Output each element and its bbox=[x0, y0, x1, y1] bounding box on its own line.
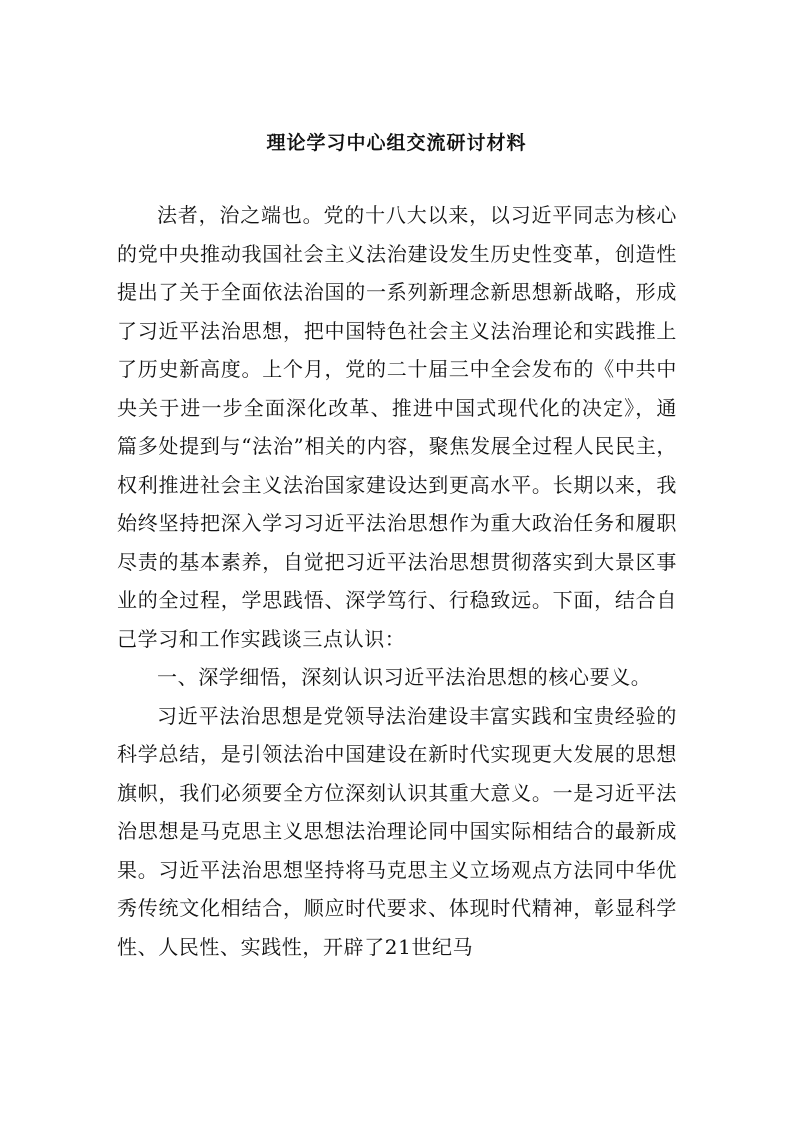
document-title: 理论学习中心组交流研讨材料 bbox=[266, 132, 527, 154]
paragraph-section-1: 习近平法治思想是党领导法治建设丰富实践和宝贵经验的科学总结，是引领法治中国建设在新时代实现更大发展的思想旗帜，我们必须要全方位深刻认识其重大意义。一是习近平法治思想是马克思主义思想法治理论同中国实际相结合的最新成果。习近平法治思想坚持将马克思主义立场观点方法同中华优秀传统文化相结合，顺应时代要求、体现时代精神，彰显科学性、人民性、实践性，开辟了21世纪马 bbox=[117, 703, 677, 959]
section-heading-1: 一、深学细悟，深刻认识习近平法治思想的核心要义。 bbox=[157, 665, 652, 689]
document-body bbox=[117, 196, 677, 966]
paragraph-intro: 法者，治之端也。党的十八大以来，以习近平同志为核心的党中央推动我国社会主义法治建设发生历史性变革，创造性提出了关于全面依法治国的一系列新理念新思想新战略，形成了习近平法治思想，把中国特色社会主义法治理论和实践推上了历史新高度。上个月，党的二十届三中全会发布的《中共中央关于进一步全面深化改革、推进中国式现代化的决定》，通篇多处提到与“法治”相关的内容，聚焦发展全过程人民民主，权利推进社会主义法治国家建设达到更高水平。长期以来，我始终坚持把深入学习习近平法治思想作为重大政治任务和履职尽责的基本素养，自觉把习近平法治思想贯彻落实到大景区事业的全过程，学思践悟、深学笃行、行稳致远。下面，结合自己学习和工作实践谈三点认识： bbox=[117, 203, 677, 651]
